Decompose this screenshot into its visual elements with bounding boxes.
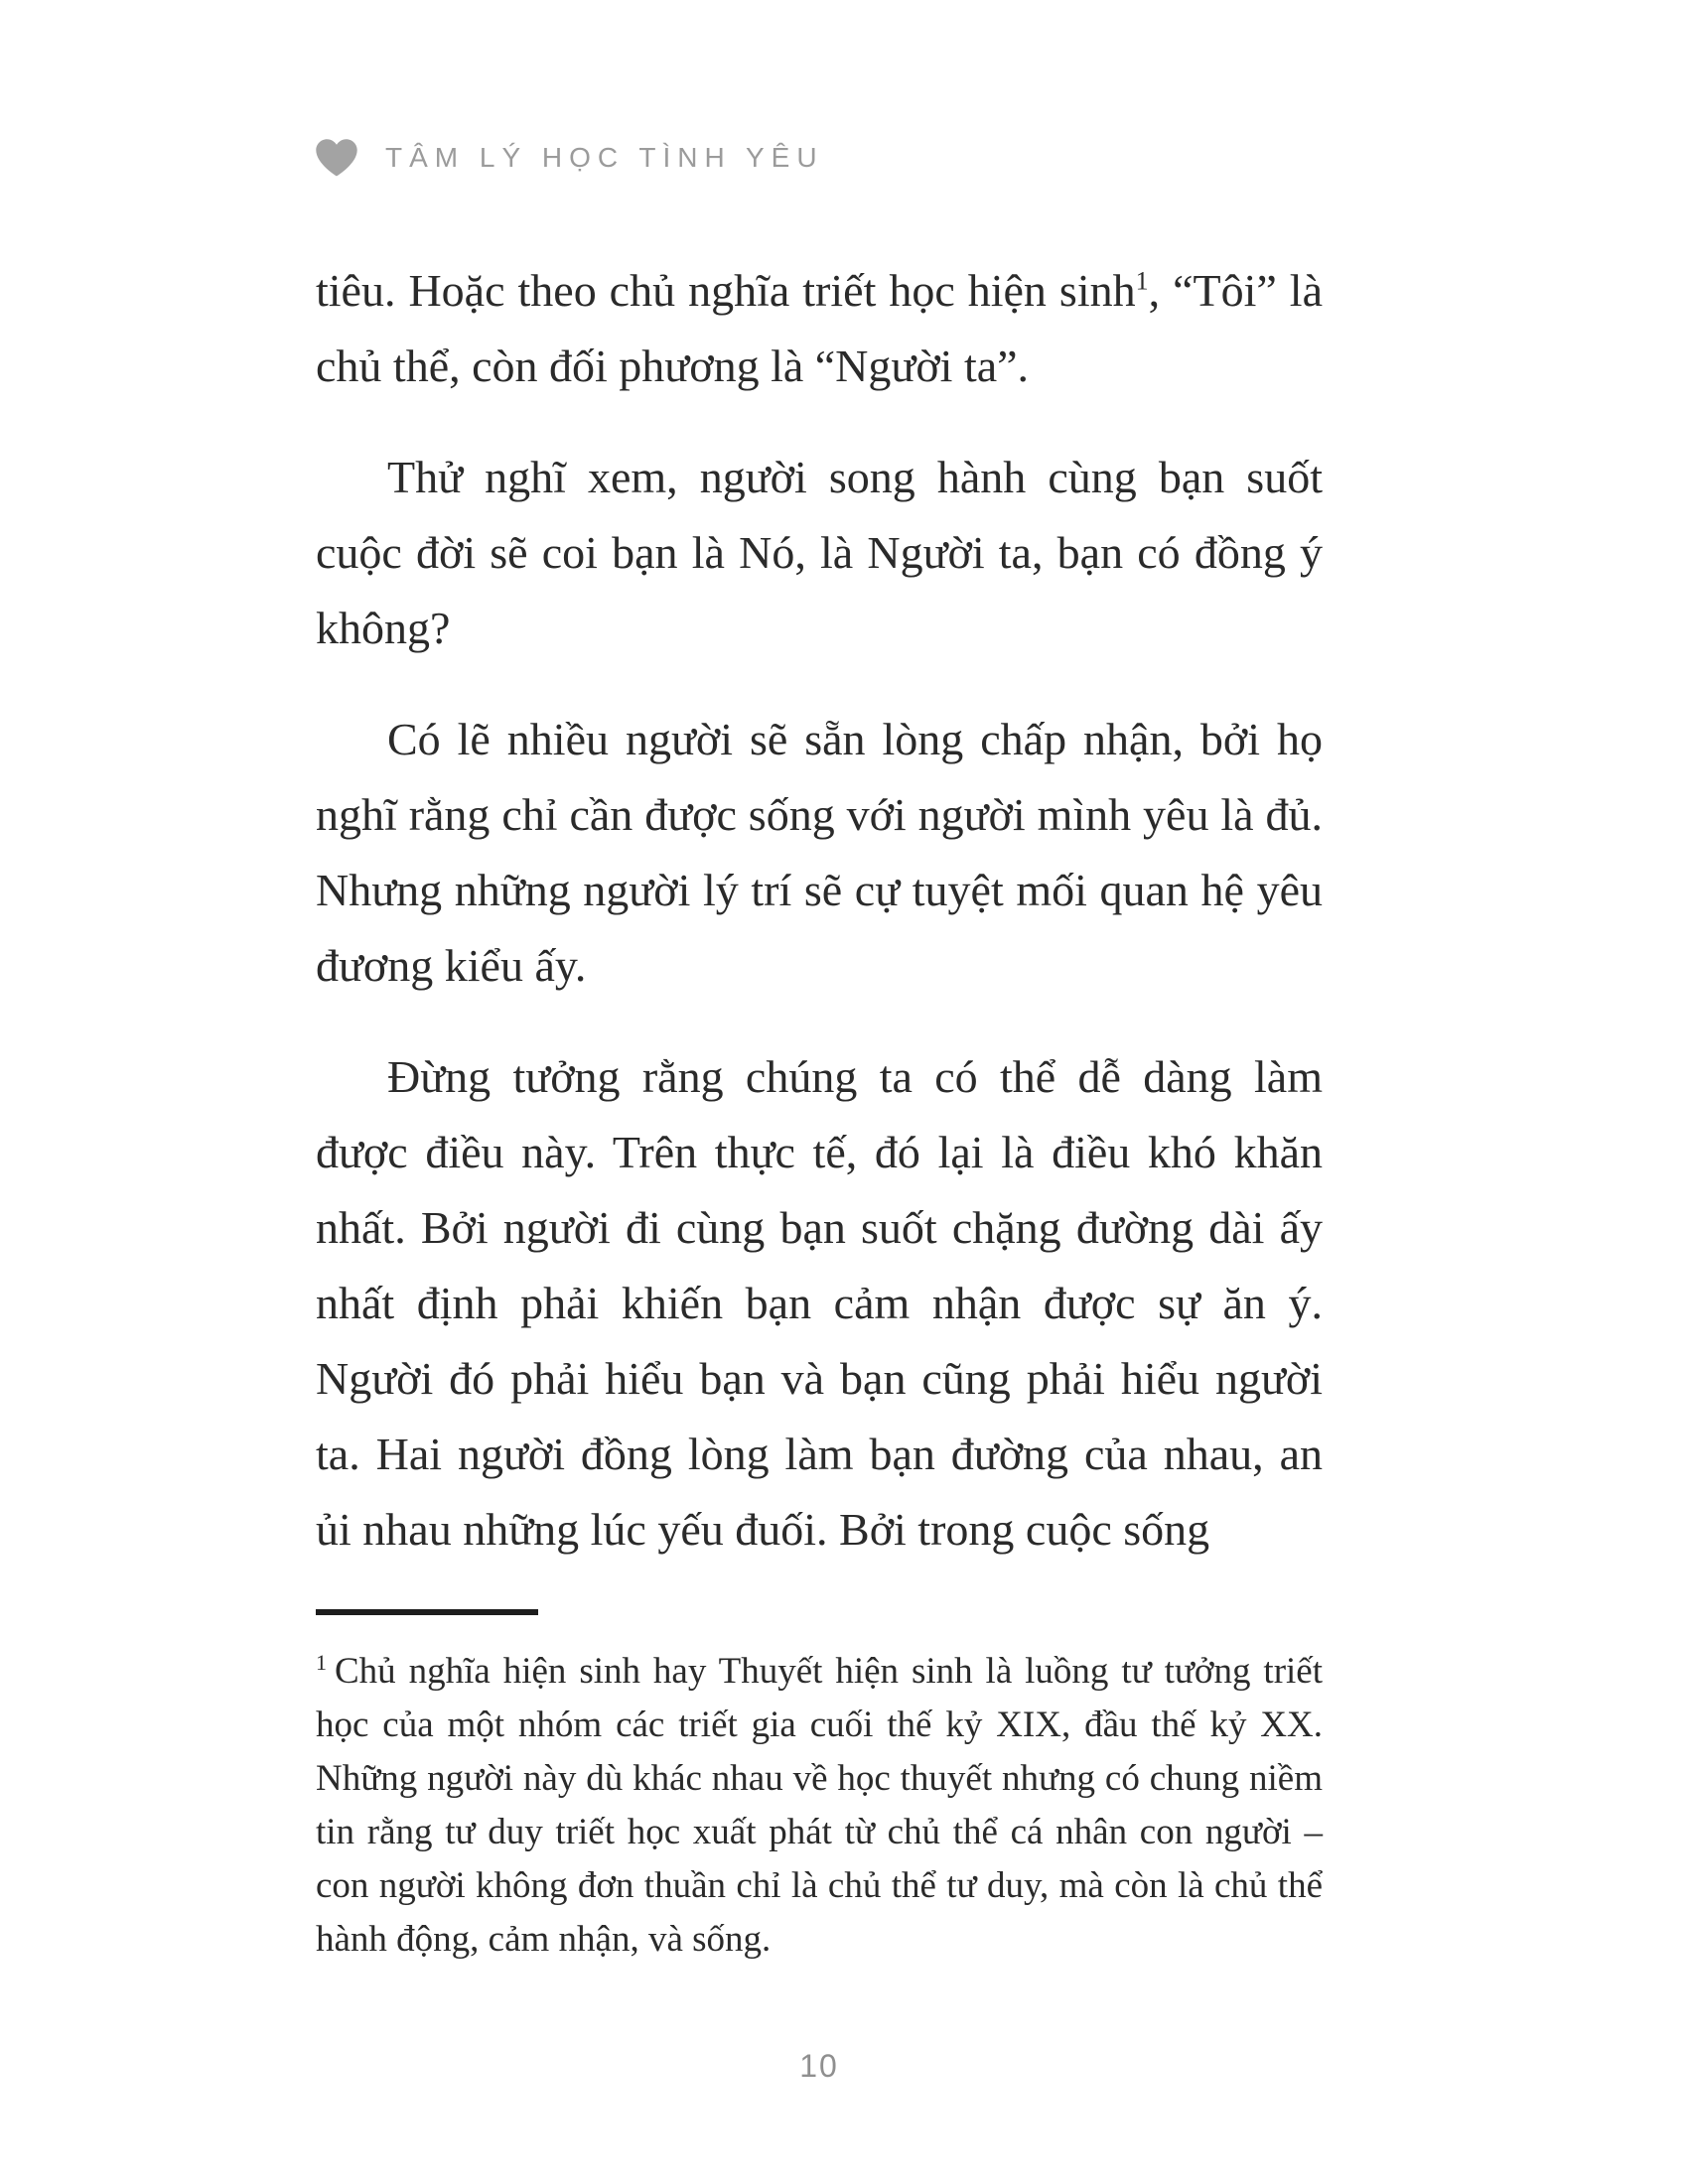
body-paragraph-2: Thử nghĩ xem, người song hành cùng bạn suốt cuộc đời sẽ coi bạn là Nó, là Người ta, bạn có đồng ý không?: [316, 452, 1323, 653]
page-header: [316, 139, 824, 177]
running-head-title: TÂM LÝ HỌC TÌNH YÊU: [385, 142, 824, 173]
paragraph-text: , “Tôi” là chủ thể, còn đối phương là “Người ta”.: [316, 265, 1323, 391]
body-paragraph-4: Đừng tưởng rằng chúng ta có thể dễ dàng làm được điều này. Trên thực tế, đó lại là điều khó khăn nhất. Bởi người đi cùng bạn suốt chặng đường dài ấy nhất định phải khiến bạn cảm nhận được sự ăn ý. Người đó phải hiểu bạn và bạn cũng phải hiểu người ta. Hai người đồng lòng làm bạn đường của nhau, an ủi nhau những lúc yếu đuối. Bởi trong cuộc sống: [316, 1051, 1323, 1555]
footnote-marker: 1: [316, 1649, 327, 1675]
page-content: [316, 253, 1323, 1967]
footnote: [316, 1645, 1323, 1967]
page-number: 10: [799, 2048, 839, 2084]
paragraph-text: tiêu. Hoặc theo chủ nghĩa triết học hiện sinh: [316, 265, 1136, 316]
heart-icon: [316, 139, 357, 177]
footnote-divider: [316, 1609, 538, 1615]
footnote-reference: 1: [1135, 266, 1149, 296]
body-paragraph-1: [316, 253, 1323, 404]
body-paragraph-3: Có lẽ nhiều người sẽ sẵn lòng chấp nhận, bởi họ nghĩ rằng chỉ cần được sống với người mình yêu là đủ. Nhưng những người lý trí sẽ cự tuyệt mối quan hệ yêu đương kiểu ấy.: [316, 714, 1323, 991]
footnote-text: Chủ nghĩa hiện sinh hay Thuyết hiện sinh là luồng tư tưởng triết học của một nhóm các triết gia cuối thế kỷ XIX, đầu thế kỷ XX. Những người này dù khác nhau về học thuyết nhưng có chung niềm tin rằng tư duy triết học xuất phát từ chủ thể cá nhân con người – con người không đơn thuần chỉ là chủ thể tư duy, mà còn là chủ thể hành động, cảm nhận, và sống.: [316, 1651, 1323, 1960]
